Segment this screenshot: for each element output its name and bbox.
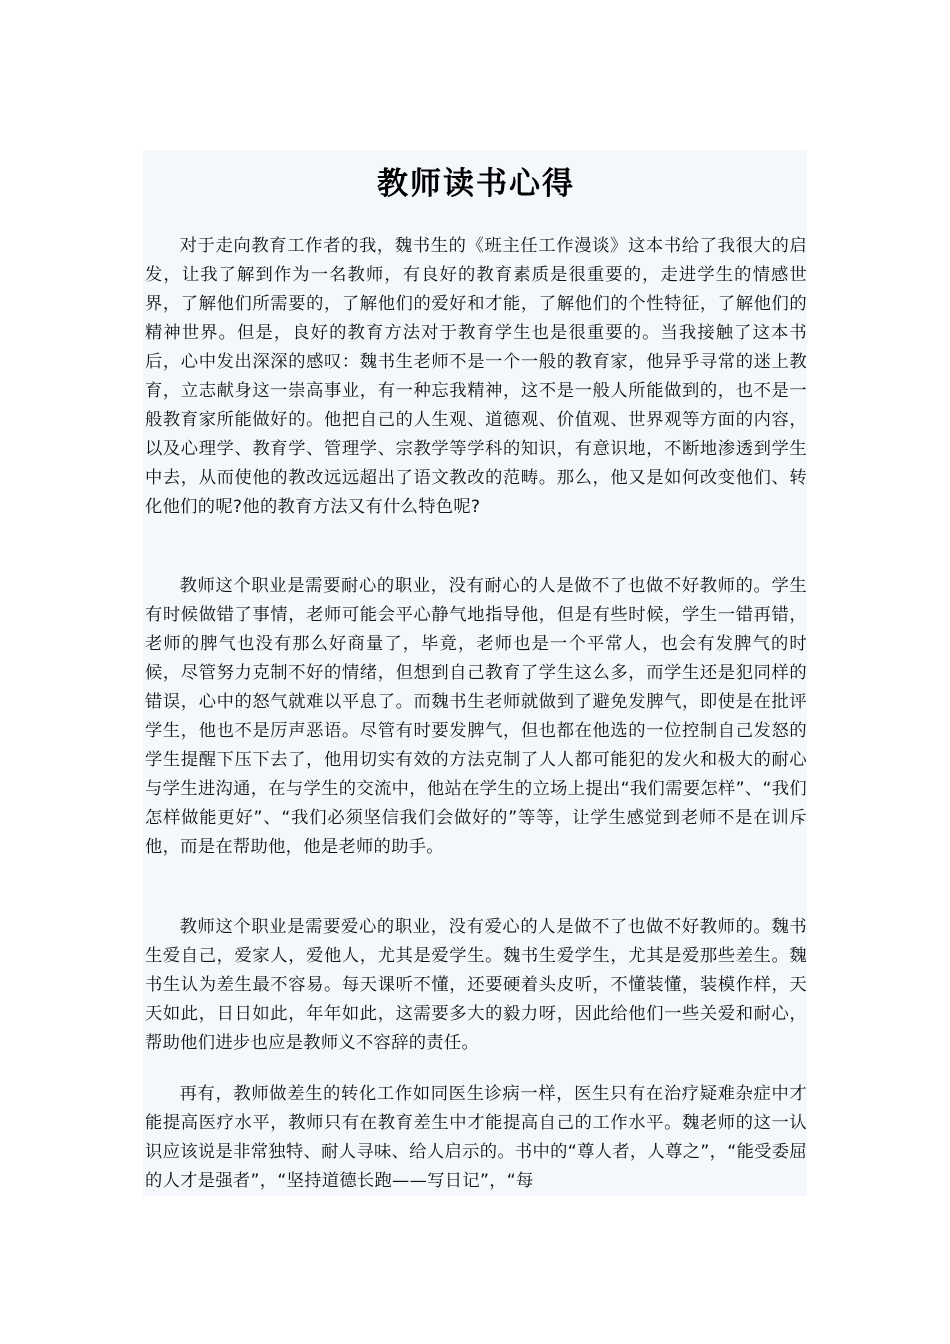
document-title: 教师读书心得	[377, 166, 575, 202]
paragraph: 教师这个职业是需要爱心的职业，没有爱心的人是做不了也做不好教师的。魏书生爱自己，爱家人，爱他人，尤其是爱学生。魏书生爱学生，尤其是爱那些差生。魏书生认为差生最不容易。每天课听不懂，还要硬着头皮听，不懂装懂，装模作样，天天如此，日日如此，年年如此，这需要多大的毅力呀，因此给他们一些关爱和耐心，帮助他们进步也应是教师义不容辞的责任。	[145, 917, 807, 1053]
paragraph: 再有，教师做差生的转化工作如同医生诊病一样，医生只有在治疗疑难杂症中才能提高医疗水平，教师只有在教育差生中才能提高自己的工作水平。魏老师的这一认识应该说是非常独特、耐人寻味、给人启示的。书中的“尊人者，人尊之”，“能受委屈的人才是强者”，“坚持道德长跑——写日记”，“每	[145, 1084, 807, 1191]
paragraph: 教师这个职业是需要耐心的职业，没有耐心的人是做不了也做不好教师的。学生有时候做错了事情，老师可能会平心静气地指导他，但是有些时候，学生一错再错，老师的脾气也没有那么好商量了，毕竟，老师也是一个平常人，也会有发脾气的时候，尽管努力克制不好的情绪，但想到自己教育了学生这么多，而学生还是犯同样的错误，心中的怒气就难以平息了。而魏书生老师就做到了避免发脾气，即使是在批评学生，他也不是厉声恶语。尽管有时要发脾气，但也都在他选的一位控制自己发怒的学生提醒下压下去了，他用切实有效的方法克制了人人都可能犯的发火和极大的耐心与学生进沟通，在与学生的交流中，他站在学生的立场上提出“我们需要怎样”、“我们怎样做能更好”、“我们必须坚信我们会做好的”等等，让学生感觉到老师不是在训斥他，而是在帮助他，他是老师的助手。	[145, 576, 807, 857]
paragraph: 对于走向教育工作者的我，魏书生的《班主任工作漫谈》这本书给了我很大的启发，让我了解到作为一名教师，有良好的教育素质是很重要的，走进学生的情感世界，了解他们所需要的，了解他们的爱好和才能，了解他们的个性特征，了解他们的精神世界。但是，良好的教育方法对于教育学生也是很重要的。当我接触了这本书后，心中发出深深的感叹：魏书生老师不是一个一般的教育家，他异乎寻常的迷上教育，立志献身这一崇高事业，有一种忘我精神，这不是一般人所能做到的，也不是一般教育家所能做好的。他把自己的人生观、道德观、价值观、世界观等方面的内容，以及心理学、教育学、管理学、宗教学等学科的知识，有意识地，不断地渗透到学生中去，从而使他的教改远远超出了语文教改的范畴。那么，他又是如何改变他们、转化他们的呢?他的教育方法又有什么特色呢?	[145, 236, 807, 517]
document-text-block	[143, 150, 807, 1196]
